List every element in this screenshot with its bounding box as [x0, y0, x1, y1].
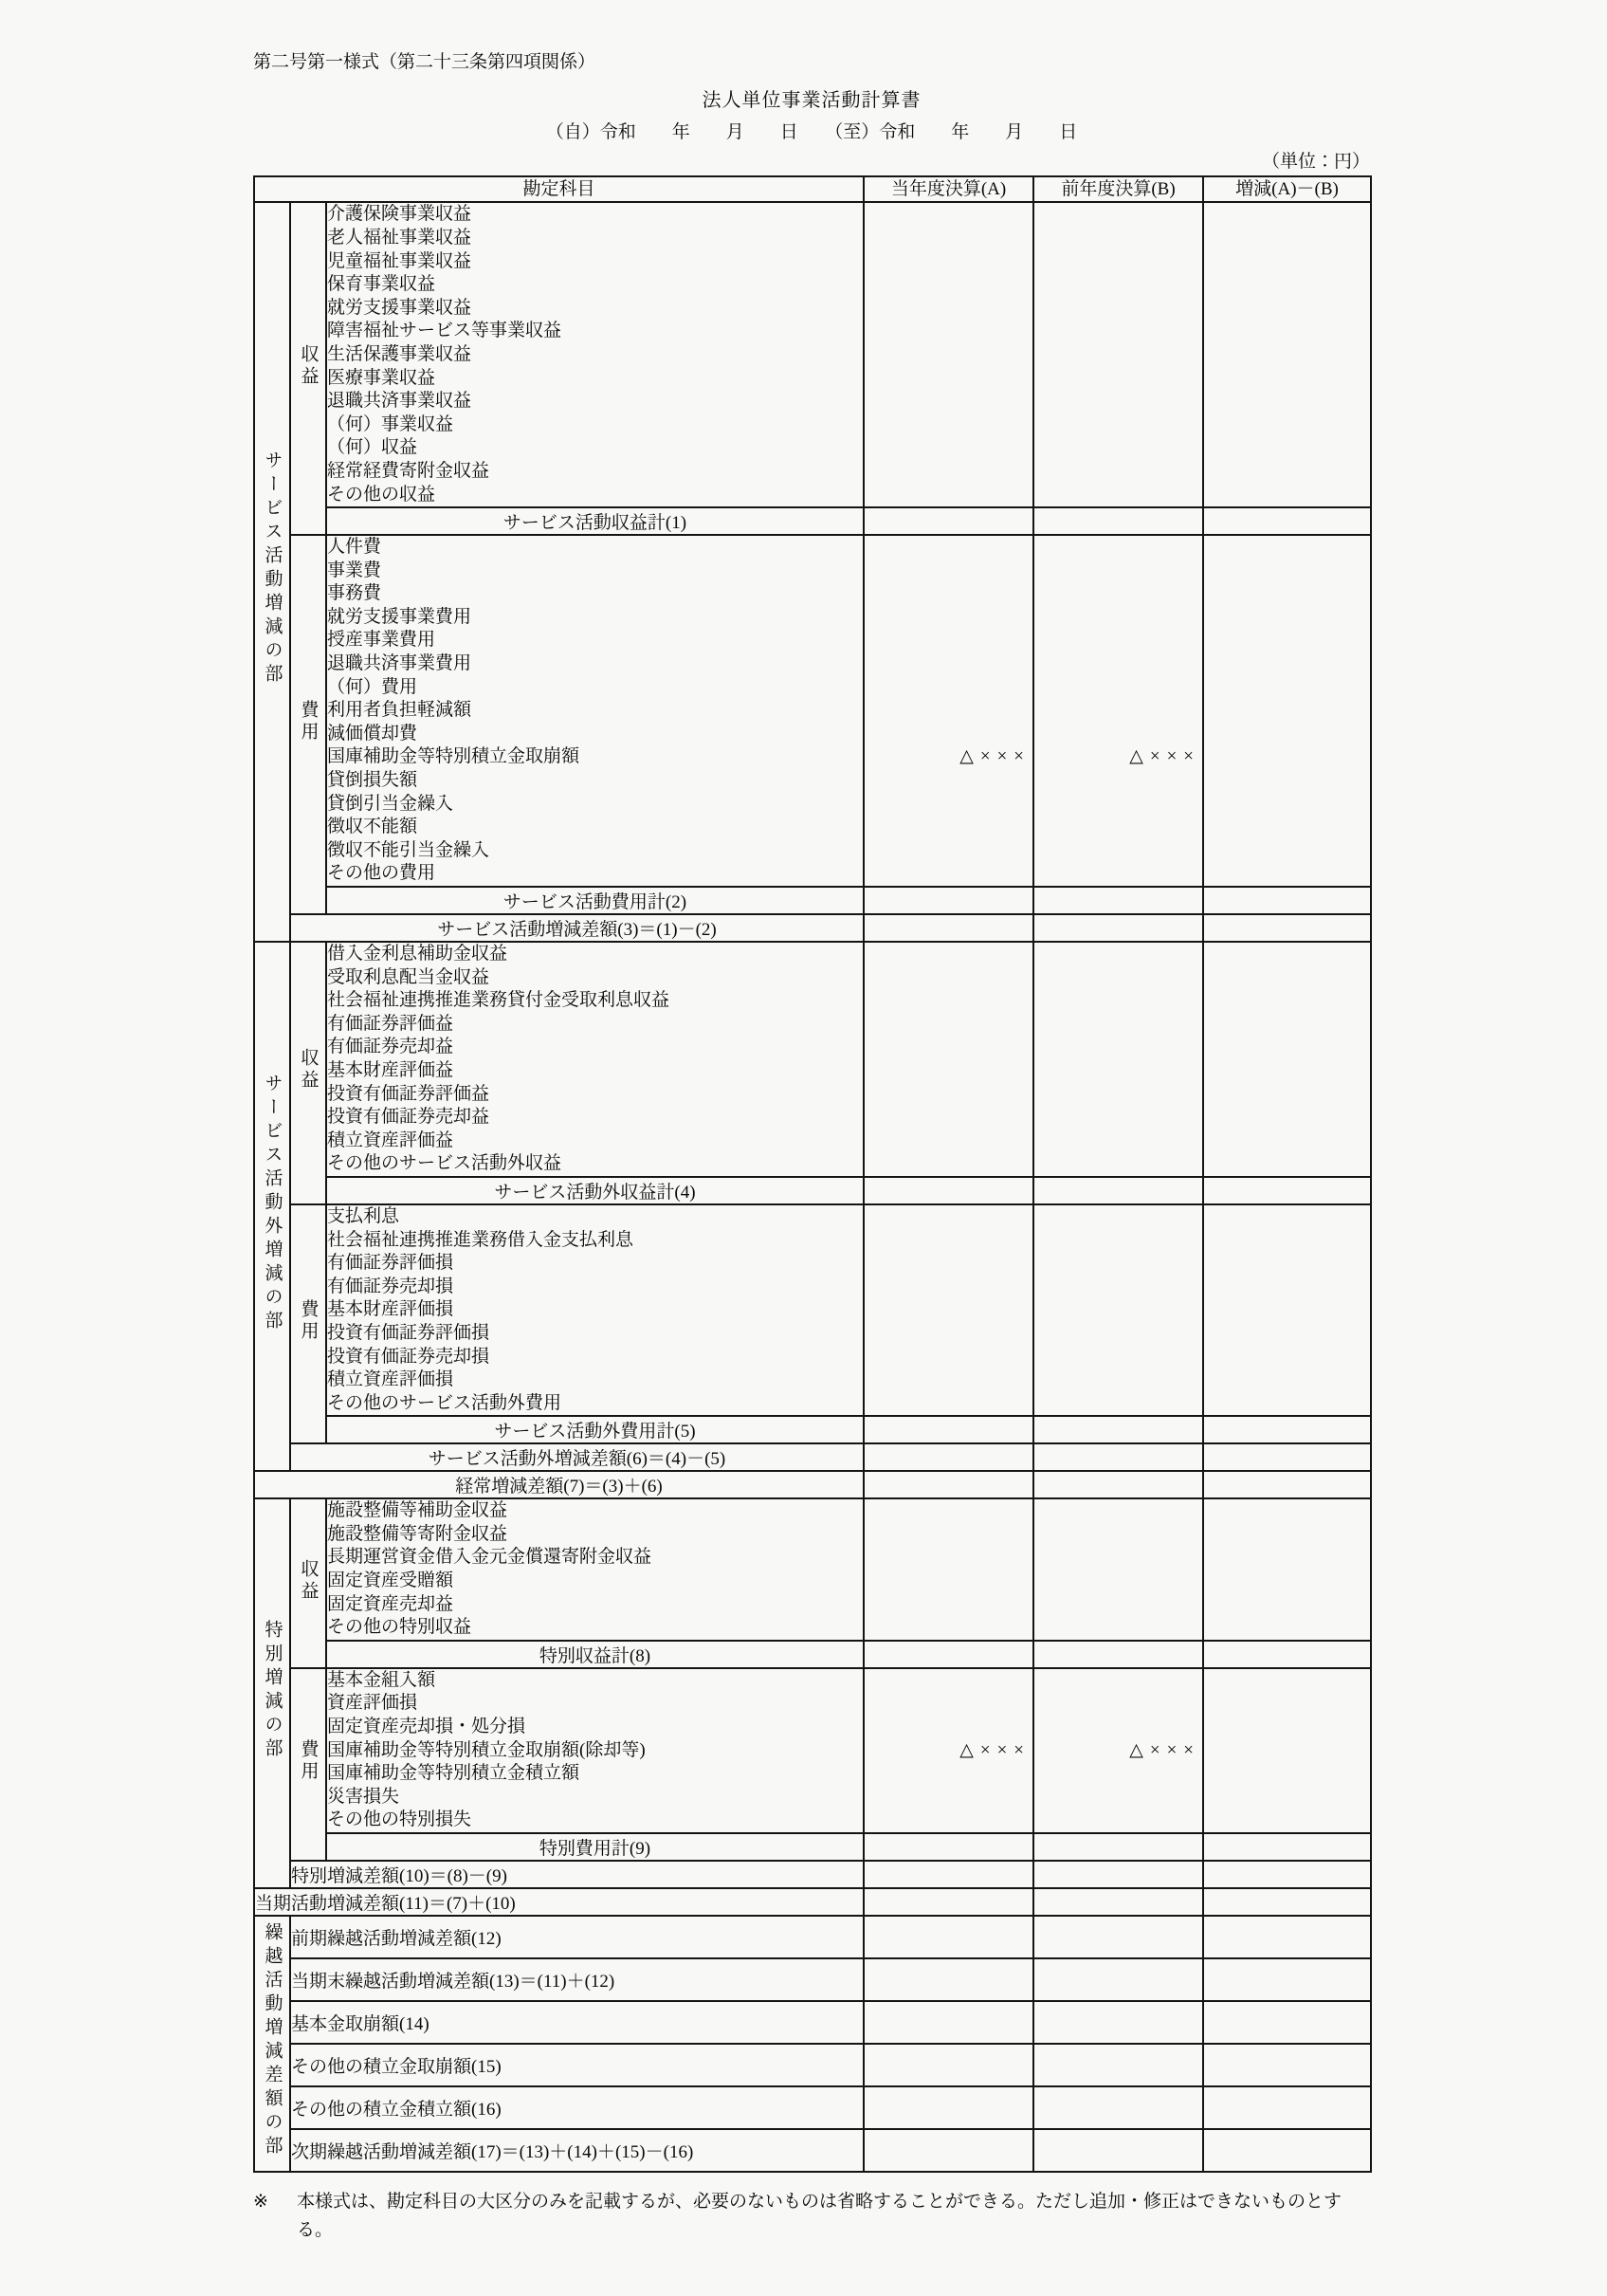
account-item: 保育事業収益 — [327, 274, 436, 295]
amount-cell-current — [864, 914, 1033, 942]
account-item: その他のサービス活動外費用 — [327, 1392, 562, 1413]
account-item: 借入金利息補助金収益 — [327, 944, 508, 964]
account-item: 固定資産売却損・処分損 — [327, 1717, 526, 1737]
previous-year-column-header: 前年度決算(B) — [1033, 176, 1203, 202]
account-item: 施設整備等補助金収益 — [327, 1500, 508, 1521]
amount-cell-change — [1203, 2001, 1371, 2044]
account-item: 基本財産評価損 — [327, 1299, 454, 1320]
amount-cell-current — [864, 2086, 1033, 2129]
account-item: 人件費 — [327, 537, 382, 558]
document-content — [253, 52, 1370, 2246]
account-item: 授産事業費用 — [327, 630, 436, 651]
amount-cell-current — [864, 1641, 1033, 1668]
amount-cell-previous — [1033, 1204, 1203, 1416]
account-item: その他のサービス活動外収益 — [327, 1153, 562, 1174]
account-item: 有価証券評価益 — [327, 1013, 454, 1034]
amount-cell-current — [864, 2129, 1033, 2172]
s2-balance-row — [254, 1443, 1371, 1471]
amount-cell-change — [1203, 202, 1371, 507]
s2-expense-items-cell — [326, 1204, 864, 1416]
account-item: 基本財産評価益 — [327, 1059, 454, 1080]
s1-revenue-total-row — [254, 507, 1371, 535]
account-item: 徴収不能額 — [327, 817, 418, 837]
amount-cell-change — [1203, 1668, 1371, 1833]
amount-cell-change — [1203, 1498, 1371, 1641]
s1-revenue-group-label: 収益 — [298, 343, 319, 388]
current-balance-row — [254, 1888, 1371, 1916]
s4-section-label: 繰越活動増減差額の部 — [262, 1922, 283, 2160]
s3-revenue-items-cell — [326, 1498, 864, 1641]
amount-cell-previous — [1033, 887, 1203, 914]
s4-row — [254, 1958, 1371, 2001]
amount-cell-current — [864, 1177, 1033, 1204]
amount-cell-previous — [1033, 914, 1203, 942]
s2-expense-group-cell — [290, 1204, 326, 1443]
account-item: 国庫補助金等特別積立金積立額 — [327, 1763, 580, 1784]
amount-cell-previous — [1033, 202, 1203, 507]
s3-section-label-cell — [254, 1498, 290, 1888]
account-item: 施設整備等寄附金収益 — [327, 1523, 508, 1544]
account-item: その他の収益 — [327, 484, 436, 505]
account-column-header: 勘定科目 — [254, 176, 864, 202]
carry-row-label: 基本金取崩額(14) — [290, 2001, 864, 2044]
current-balance-label: 当期活動増減差額(11)＝(7)＋(10) — [254, 1888, 864, 1916]
amount-cell-current — [864, 1498, 1033, 1641]
account-item: 老人福祉事業収益 — [327, 227, 472, 248]
carry-row-label: 前期繰越活動増減差額(12) — [290, 1916, 864, 1958]
account-item: 投資有価証券売却益 — [327, 1107, 490, 1128]
account-item: 社会福祉連携推進業務借入金支払利息 — [327, 1229, 634, 1250]
s1-expense-group-cell — [290, 535, 326, 914]
amount-cell-change — [1203, 1204, 1371, 1416]
account-item: 貸倒引当金繰入 — [327, 793, 454, 814]
amount-cell-current — [864, 1888, 1033, 1916]
s1-section-label: サービス活動増減の部 — [262, 450, 283, 689]
account-item: 固定資産受贈額 — [327, 1570, 454, 1591]
account-item: 社会福祉連携推進業務貸付金受取利息収益 — [327, 990, 670, 1011]
amount-cell-previous — [1033, 1833, 1203, 1861]
account-item: 医療事業収益 — [327, 367, 436, 388]
s2-section-label: サービス活動外増減の部 — [262, 1073, 283, 1334]
amount-cell-previous — [1033, 2086, 1203, 2129]
account-item: 児童福祉事業収益 — [327, 250, 472, 271]
account-item: 支払利息 — [327, 1205, 400, 1226]
document-title: 法人単位事業活動計算書 — [702, 89, 922, 111]
amount-cell-current — [864, 535, 1033, 887]
form-number: 第二号第一様式（第二十三条第四項関係） — [253, 52, 596, 72]
ordinary-balance-label: 経常増減差額(7)＝(3)＋(6) — [254, 1471, 864, 1498]
account-item: その他の特別収益 — [327, 1617, 472, 1638]
account-item: 受取利息配当金収益 — [327, 966, 490, 987]
account-item: （何）収益 — [327, 437, 418, 458]
change-column-header: 増減(A)－(B) — [1203, 176, 1371, 202]
s3-balance-label: 特別増減差額(10)＝(8)－(9) — [290, 1861, 864, 1888]
account-item: 投資有価証券売却損 — [327, 1346, 490, 1367]
amount-cell-previous — [1033, 1668, 1203, 1833]
account-item: 利用者負担軽減額 — [327, 700, 472, 721]
amount-cell-previous — [1033, 1641, 1203, 1668]
s1-expense-group-label: 費用 — [298, 700, 319, 744]
amount-cell-previous — [1033, 1443, 1203, 1471]
header-row — [254, 176, 1371, 202]
ordinary-balance-row — [254, 1471, 1371, 1498]
amount-cell-previous — [1033, 1471, 1203, 1498]
amount-cell-change — [1203, 1177, 1371, 1204]
account-item: 災害損失 — [327, 1786, 400, 1807]
s1-balance-label: サービス活動増減差額(3)＝(1)－(2) — [290, 914, 864, 942]
account-item: 退職共済事業費用 — [327, 653, 472, 674]
amount-cell-previous — [1033, 535, 1203, 887]
s3-revenue-total-label: 特別収益計(8) — [326, 1641, 864, 1668]
account-item: 固定資産売却益 — [327, 1593, 454, 1614]
s1-revenue-total-label: サービス活動収益計(1) — [326, 507, 864, 535]
amount-cell-change — [1203, 1641, 1371, 1668]
amount-cell-change — [1203, 1861, 1371, 1888]
s2-revenue-items-cell — [326, 942, 864, 1177]
amount-cell-change — [1203, 1888, 1371, 1916]
account-item: 投資有価証券評価損 — [327, 1322, 490, 1343]
amount-cell-current — [864, 1916, 1033, 1958]
amount-cell-change — [1203, 1958, 1371, 2001]
s1-expense-items-cell — [326, 535, 864, 887]
carry-row-label: その他の積立金積立額(16) — [290, 2086, 864, 2129]
amount-cell-change — [1203, 2044, 1371, 2086]
s3-expense-total-row — [254, 1833, 1371, 1861]
amount-cell-current — [864, 1861, 1033, 1888]
unit-label: （単位：円） — [1261, 151, 1370, 172]
amount-cell-current — [864, 1471, 1033, 1498]
amount-cell-change — [1203, 1916, 1371, 1958]
account-item: 障害福祉サービス等事業収益 — [327, 321, 562, 341]
account-item: 徴収不能引当金繰入 — [327, 839, 490, 860]
account-item: 退職共済事業収益 — [327, 391, 472, 412]
account-item: 事業費 — [327, 560, 382, 580]
s3-expense-group-label: 費用 — [298, 1739, 319, 1784]
s2-expense-group-label: 費用 — [298, 1299, 319, 1344]
carry-row-label: その他の積立金取崩額(15) — [290, 2044, 864, 2086]
s1-section-label-cell — [254, 202, 290, 942]
amount-cell-change — [1203, 2129, 1371, 2172]
amount-cell-previous — [1033, 2044, 1203, 2086]
amount-cell-previous — [1033, 2129, 1203, 2172]
amount-cell-change — [1203, 1443, 1371, 1471]
account-item: 積立資産評価損 — [327, 1369, 454, 1390]
s2-expense-total-row — [254, 1416, 1371, 1443]
s3-balance-row — [254, 1861, 1371, 1888]
current-year-column-header: 当年度決算(A) — [864, 176, 1033, 202]
amount-cell-previous — [1033, 1888, 1203, 1916]
account-item: 事務費 — [327, 583, 382, 604]
amount-cell-previous — [1033, 1177, 1203, 1204]
amount-cell-change — [1203, 914, 1371, 942]
s1-revenue-group-cell — [290, 202, 326, 535]
s3-expense-items-cell — [326, 1668, 864, 1833]
s3-section-label: 特別増減の部 — [262, 1619, 283, 1762]
s4-row — [254, 2001, 1371, 2044]
amount-cell-previous — [1033, 1958, 1203, 2001]
amount-cell-previous — [1033, 1416, 1203, 1443]
account-item: 長期運営資金借入金元金償還寄附金収益 — [327, 1547, 652, 1568]
amount-cell-current — [864, 1443, 1033, 1471]
amount-cell-current — [864, 2001, 1033, 2044]
carry-row-label: 当期末繰越活動増減差額(13)＝(11)＋(12) — [290, 1958, 864, 2001]
s3-revenue-total-row — [254, 1641, 1371, 1668]
amount-cell-previous — [1033, 1861, 1203, 1888]
account-item: 投資有価証券評価益 — [327, 1083, 490, 1104]
account-item: 資産評価損 — [327, 1693, 418, 1714]
account-item: 有価証券評価損 — [327, 1253, 454, 1274]
account-item: 積立資産評価益 — [327, 1130, 454, 1150]
footnote — [253, 2188, 1370, 2246]
amount-cell-current — [864, 1204, 1033, 1416]
amount-cell-current — [864, 942, 1033, 1177]
s3-expense-total-label: 特別費用計(9) — [326, 1833, 864, 1861]
footnote-text: 本様式は、勘定科目の大区分のみを記載するが、必要のないものは省略することができる。ただし追加・修正はできないものとする。 — [297, 2192, 1342, 2241]
carry-row-label: 次期繰越活動増減差額(17)＝(13)＋(14)＋(15)－(16) — [290, 2129, 864, 2172]
account-item: 有価証券売却損 — [327, 1276, 454, 1296]
account-item: （何）事業収益 — [327, 413, 454, 434]
account-item: その他の特別損失 — [327, 1809, 472, 1830]
s3-revenue-block-row — [254, 1498, 1371, 1641]
amount-cell-previous — [1033, 2001, 1203, 2044]
s1-expense-block-row — [254, 535, 1371, 887]
s3-expense-group-cell — [290, 1668, 326, 1861]
account-item: 国庫補助金等特別積立金取崩額 — [327, 746, 580, 767]
amount-cell-change — [1203, 2086, 1371, 2129]
s2-revenue-total-row — [254, 1177, 1371, 1204]
s4-row — [254, 2129, 1371, 2172]
s1-revenue-block-row — [254, 202, 1371, 507]
amount-cell-current — [864, 1958, 1033, 2001]
account-item: 生活保護事業収益 — [327, 343, 472, 364]
amount-cell-current — [864, 2044, 1033, 2086]
s1-balance-row — [254, 914, 1371, 942]
amount-cell-change — [1203, 1833, 1371, 1861]
account-item: 減価償却費 — [327, 723, 418, 744]
account-item: その他の費用 — [327, 863, 436, 884]
s2-section-label-cell — [254, 942, 290, 1471]
amount-cell-previous — [1033, 942, 1203, 1177]
s2-revenue-group-cell — [290, 942, 326, 1204]
amount-cell-change — [1203, 942, 1371, 1177]
amount-cell-current — [864, 1833, 1033, 1861]
negative-placeholder-amount: △××× — [959, 746, 1032, 767]
s2-expense-block-row — [254, 1204, 1371, 1416]
s4-row — [254, 2086, 1371, 2129]
s1-revenue-items-cell — [326, 202, 864, 507]
s1-expense-total-label: サービス活動費用計(2) — [326, 887, 864, 914]
s3-revenue-group-cell — [290, 1498, 326, 1668]
statement-table — [253, 175, 1372, 2173]
account-item: 介護保険事業収益 — [327, 204, 472, 225]
negative-placeholder-amount: △××× — [1129, 1739, 1201, 1760]
s2-expense-total-label: サービス活動外費用計(5) — [326, 1416, 864, 1443]
s2-balance-label: サービス活動外増減差額(6)＝(4)－(5) — [290, 1443, 864, 1471]
s2-revenue-block-row — [254, 942, 1371, 1177]
amount-cell-change — [1203, 507, 1371, 535]
s2-revenue-group-label: 収益 — [298, 1048, 319, 1093]
account-item: （何）費用 — [327, 676, 418, 697]
negative-placeholder-amount: △××× — [1129, 746, 1201, 767]
account-item: 就労支援事業収益 — [327, 297, 472, 318]
fiscal-period: （自）令和 年 月 日 （至）令和 年 月 日 — [545, 121, 1078, 142]
account-item: 基本金組入額 — [327, 1669, 436, 1690]
s4-row — [254, 1916, 1371, 1958]
account-item: 就労支援事業費用 — [327, 606, 472, 627]
s1-expense-total-row — [254, 887, 1371, 914]
account-item: 貸倒損失額 — [327, 770, 418, 791]
s4-row — [254, 2044, 1371, 2086]
amount-cell-previous — [1033, 507, 1203, 535]
footnote-marker: ※ — [253, 2192, 268, 2213]
account-item: 経常経費寄附金収益 — [327, 460, 490, 481]
s3-revenue-group-label: 収益 — [298, 1558, 319, 1603]
amount-cell-current — [864, 1668, 1033, 1833]
amount-cell-previous — [1033, 1498, 1203, 1641]
amount-cell-change — [1203, 887, 1371, 914]
amount-cell-current — [864, 507, 1033, 535]
amount-cell-current — [864, 887, 1033, 914]
amount-cell-change — [1203, 535, 1371, 887]
s3-expense-block-row — [254, 1668, 1371, 1833]
amount-cell-current — [864, 202, 1033, 507]
amount-cell-previous — [1033, 1916, 1203, 1958]
amount-cell-change — [1203, 1471, 1371, 1498]
amount-cell-change — [1203, 1416, 1371, 1443]
account-item: 国庫補助金等特別積立金取崩額(除却等) — [327, 1739, 646, 1760]
s4-section-label-cell — [254, 1916, 290, 2172]
s2-revenue-total-label: サービス活動外収益計(4) — [326, 1177, 864, 1204]
amount-cell-current — [864, 1416, 1033, 1443]
negative-placeholder-amount: △××× — [959, 1739, 1032, 1760]
account-item: 有価証券売却益 — [327, 1037, 454, 1057]
